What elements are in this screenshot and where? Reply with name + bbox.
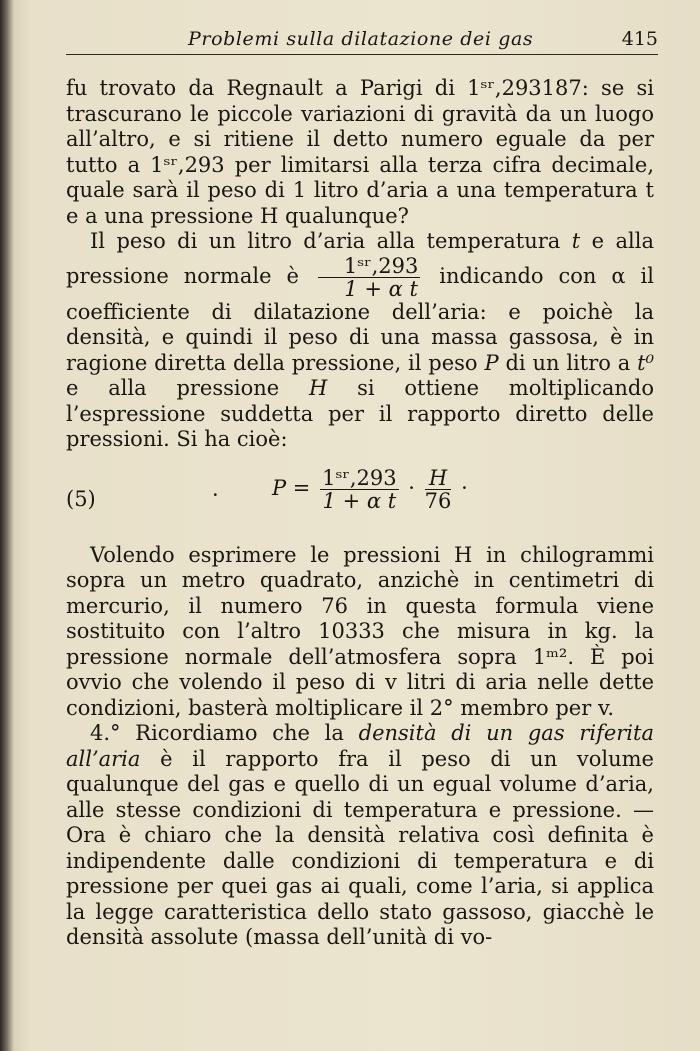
inline-fraction: $\frac{\text{1ˢʳ,293}}{\text{1 + α t}}$ xyxy=(318,255,420,300)
page-number: 415 xyxy=(621,28,658,50)
paragraph-1: fu trovato da Regnault a Parigi di 1ˢʳ,293187: se si trascurano le piccole variazioni di gravità da un luogo all’altro, e si ritiene il detto numero eguale da per tutto a 1ˢʳ,293 per limitarsi alla terza cifra decimale, quale sarà il peso di 1 litro d’aria a una temperatura t e a una pressione H qualunque? xyxy=(66,76,654,228)
equation-dot: · xyxy=(212,482,219,507)
paragraph-3: Volendo esprimere le pressioni H in chilogrammi sopra un metro quadrato, anzichè in centimetri di mercurio, il numero 76 in questa formula viene sostituito con l’altro 10333 che misura in kg. la pressione normale dell’atmosfera sopra 1ᵐ². È poi ovvio che volendo il peso di v litri di aria nelle dette condizioni, basterà moltiplicare il 2° membro per v. xyxy=(66,542,654,720)
equation-5 xyxy=(66,467,654,535)
text-body xyxy=(66,76,654,951)
paragraph-4: 4.° Ricordiamo che la densità di un gas riferita all’aria è il rapporto fra il peso di un volume qualunque del gas e quello di un egual volume d’aria, alle stesse condizioni di temperatura e pressione. — Ora è chiaro che la densità relativa così definita è indipendente dalle condizioni di temperatura e di pressione per quei gas ai quali, come l’aria, si applica la legge caratteristica dello stato gassoso, giacchè le densità assolute (massa dell’unità di vo- xyxy=(66,721,654,949)
paragraph-2: Il peso di un litro d’aria alla temperatura t e alla pressione normale è $\frac{\text{1ˢʳ,293}}{\text{1 + α t}}$ indicando con α il coefficiente di dilatazione dell’aria: e poichè la densità, e quindi il peso di una massa gassosa, è in ragione diretta della pressione, il peso P di un litro a t⁰ e alla pressione H si ottiene moltiplicando l’espressione suddetta per il rapporto diretto delle pressioni. Si ha cioè: xyxy=(66,229,654,451)
emphasized-term: densità di un gas riferita all’aria xyxy=(66,721,654,771)
equation-label: (5) xyxy=(66,486,96,511)
running-header xyxy=(66,24,658,55)
running-title: Problemi sulla dilatazione dei gas xyxy=(188,28,534,50)
equation-expression: P = $\frac{\text{1ˢʳ,293}}{\text{1 + α t}}$ · $\frac{H}{76}$ · xyxy=(272,465,468,513)
